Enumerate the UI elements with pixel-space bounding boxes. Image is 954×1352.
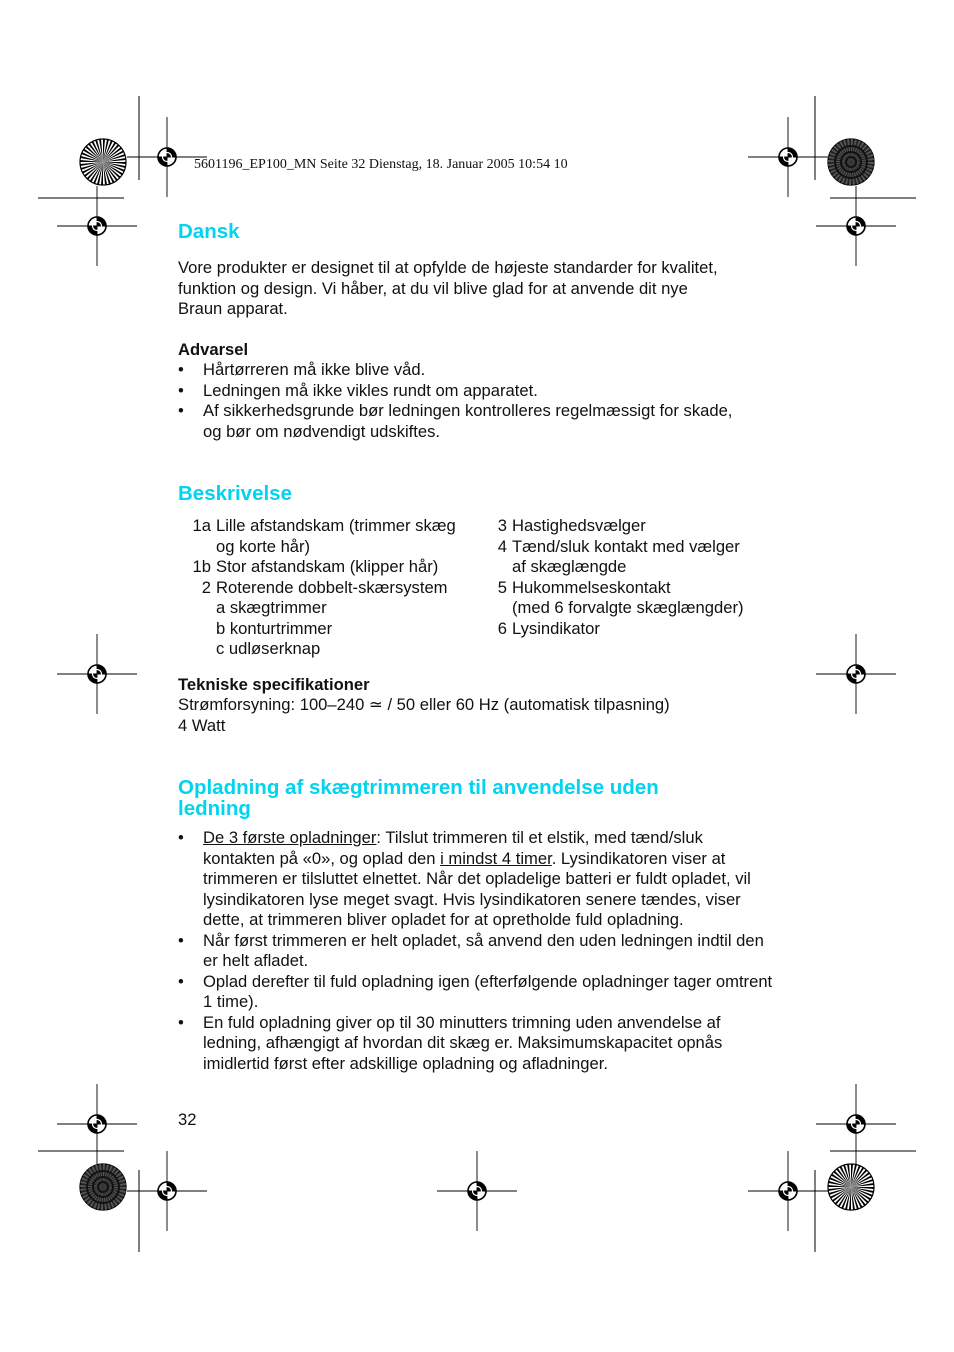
ac-symbol: ≃: [368, 695, 383, 714]
description-right-column: [474, 516, 774, 639]
print-header: 5601196_EP100_MN Seite 32 Dienstag, 18. Januar 2005 10:54 10: [194, 157, 568, 172]
description-row: 1b Stor afstandskam (klipper hår): [192, 557, 439, 576]
spec-heading: Tekniske specifikationer: [178, 675, 370, 694]
list-item: • Oplad derefter til fuld opladning igen (efterfølgende opladninger tager omtrent 1 time).: [178, 972, 776, 1013]
spec-power: Strømforsyning: 100–240 ≃ / 50 eller 60 Hz (automatisk tilpasning): [178, 695, 670, 714]
intro-paragraph: [178, 258, 788, 320]
crosshair-target-icon: [748, 117, 828, 197]
list-item: • Hårtørreren må ikke blive våd.: [178, 360, 743, 381]
spec-watt: 4 Watt: [178, 716, 226, 735]
description-row: af skæglængde: [512, 557, 627, 576]
starburst-mark-icon: [828, 139, 874, 185]
starburst-mark-icon: [828, 1164, 874, 1210]
description-row: 5 Hukommelseskontakt: [497, 577, 671, 597]
list-item: • En fuld opladning giver op til 30 minutters trimning uden anvendelse af ledning, afhængigt af hvordan dit skæg er. Maksimumskapacitet opnås imidlertid først efter adskillige opladning og afladninger.: [178, 1013, 776, 1075]
description-row: 6 Lysindikator: [497, 618, 600, 638]
description-row: 1a Lille afstandskam (trimmer skæg: [192, 516, 456, 535]
intro-line: funktion og design. Vi håber, at du vil blive glad for at anvende dit nye: [178, 278, 688, 298]
intro-line: Vore produkter er designet til at opfylde de højeste standarder for kvalitet,: [178, 258, 718, 277]
description-row: 2 Roterende dobbelt-skærsystem: [201, 577, 448, 597]
list-item: • De 3 første opladninger: Tilslut trimmeren til et elstik, med tænd/sluk kontakten på «0», og oplad den i mindst 4 timer. Lysindikatoren viser at trimmeren er tilsluttet elnettet. Når det opladelige batteri er fuldt opladet, vil lysindikatoren lyse meget svagt. Hvis lysindikatoren senere tændes, viser dette, at trimmeren bliver opladet for at opretholde fuld opladning.: [178, 828, 776, 931]
starburst-mark-icon: [80, 139, 126, 185]
description-row: a skægtrimmer: [216, 598, 327, 617]
description-row: 4 Tænd/sluk kontakt med vælger: [497, 536, 740, 556]
section-title-beskrivelse: Beskrivelse: [178, 482, 292, 505]
description-row: b konturtrimmer: [216, 618, 333, 638]
description-left-column: [178, 516, 488, 660]
warning-list: [178, 360, 743, 442]
description-row: (med 6 forvalgte skæglængder): [512, 598, 744, 617]
description-row: og korte hår): [216, 536, 311, 556]
description-row: c udløserknap: [216, 639, 321, 658]
warning-heading: Advarsel: [178, 340, 249, 359]
list-item: • Ledningen må ikke vikles rundt om apparatet.: [178, 381, 743, 402]
description-row: 3 Hastighedsvælger: [497, 516, 646, 535]
crosshair-target-icon: [437, 1151, 517, 1231]
page-number: 32: [178, 1110, 197, 1129]
crosshair-target-icon: [57, 634, 137, 714]
crosshair-target-icon: [57, 1084, 137, 1164]
starburst-mark-icon: [80, 1164, 126, 1210]
crosshair-target-icon: [816, 634, 896, 714]
crosshair-target-icon: [748, 1151, 828, 1231]
intro-line: Braun apparat.: [178, 299, 288, 318]
crosshair-target-icon: [816, 1084, 896, 1164]
list-item: • Når først trimmeren er helt opladet, så anvend den uden ledningen indtil den er helt afladet.: [178, 931, 776, 972]
section-title-dansk: Dansk: [178, 220, 240, 243]
section-title-opladning: Opladning af skægtrimmeren til anvendelse uden ledning: [178, 776, 659, 820]
list-item: • Af sikkerhedsgrunde bør ledningen kontrolleres regelmæssigt for skade, og bør om nødvendigt udskiftes.: [178, 401, 743, 442]
charging-list: [178, 828, 776, 1074]
